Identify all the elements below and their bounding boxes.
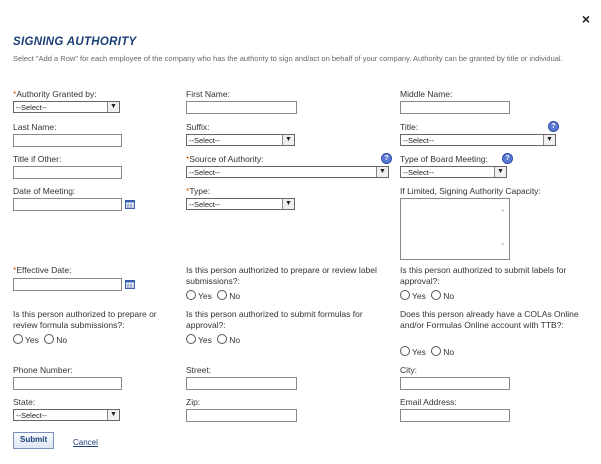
instructions-text: Select "Add a Row" for each employee of the company who has the authority to sign and/act on behalf of your company. Authority can be granted by title or individual. [13,54,563,63]
no-radio[interactable] [217,334,227,344]
no-radio[interactable] [431,346,441,356]
type-label: *Type: [186,186,211,196]
calendar-icon[interactable] [125,279,135,289]
middle-name-label: Middle Name: [400,89,453,99]
first-name-label: First Name: [186,89,230,99]
zip-label: Zip: [186,397,201,407]
street-input[interactable] [186,377,297,390]
no-label: No [56,335,68,345]
city-input[interactable] [400,377,510,390]
type-of-board-meeting-select[interactable]: --Select-- ▼ [400,166,507,178]
title-if-other-input[interactable] [13,166,122,179]
type-of-board-meeting-label: Type of Board Meeting: [400,154,488,164]
yes-label: Yes [25,335,39,345]
yes-radio[interactable] [186,290,196,300]
close-icon[interactable]: × [581,11,590,27]
yes-radio[interactable] [186,334,196,344]
q-colas-account-radio-group [400,346,454,357]
date-of-meeting-input[interactable] [13,198,122,211]
no-label: No [443,347,455,357]
chevron-down-icon: ▼ [376,167,388,177]
chevron-down-icon: ▼ [282,199,294,209]
city-label: City: [400,365,417,375]
scroll-down-icon[interactable]: ⌄ [500,240,506,247]
source-of-authority-select[interactable]: --Select-- ▼ [186,166,389,178]
chevron-down-icon: ▼ [282,135,294,145]
yes-label: Yes [198,291,212,301]
q-formula-submissions-radio-group [13,334,67,345]
yes-radio[interactable] [13,334,23,344]
chevron-down-icon: ▼ [543,135,555,145]
phone-number-label: Phone Number: [13,365,73,375]
q-submit-formulas-label: Is this person authorized to submit formulas for approval?: [186,309,363,330]
q-colas-account-label: Does this person already have a COLAs Online and/or Formulas Online account with TTB?: [400,309,579,330]
required-marker: * [13,265,17,275]
dialog-title: SIGNING AUTHORITY [13,36,137,48]
q-submit-labels-label: Is this person authorized to submit labels for approval?: [400,265,567,286]
scroll-up-icon[interactable]: ⌃ [500,210,506,217]
date-of-meeting-label: Date of Meeting: [13,186,76,196]
middle-name-input[interactable] [400,101,510,114]
help-icon[interactable]: ? [381,153,392,164]
q-label-submissions-radio-group [186,290,240,301]
yes-label: Yes [412,291,426,301]
authority-granted-by-select[interactable]: --Select-- ▼ [13,101,120,113]
effective-date-label: *Effective Date: [13,265,72,275]
scrollbar[interactable] [499,199,509,259]
signing-authority-capacity-textarea[interactable] [400,198,510,260]
authority-granted-by-label: *Authority Granted by: [13,89,97,99]
submit-button[interactable]: Submit [13,432,54,449]
suffix-label: Suffix: [186,122,210,132]
title-if-other-label: Title if Other: [13,154,62,164]
last-name-input[interactable] [13,134,122,147]
q-label-submissions-label: Is this person authorized to prepare or review label submissions?: [186,265,377,286]
state-label: State: [13,397,36,407]
chevron-down-icon: ▼ [107,102,119,112]
chevron-down-icon: ▼ [494,167,506,177]
no-label: No [443,291,455,301]
yes-label: Yes [198,335,212,345]
email-address-input[interactable] [400,409,510,422]
last-name-label: Last Name: [13,122,57,132]
state-select[interactable]: --Select-- ▼ [13,409,120,421]
help-icon[interactable]: ? [502,153,513,164]
cancel-link[interactable]: Cancel [73,438,98,447]
required-marker: * [186,186,190,196]
title-label: Title: [400,122,419,132]
no-label: No [229,335,241,345]
if-limited-label: If Limited, Signing Authority Capacity: [400,186,541,196]
required-marker: * [186,154,190,164]
help-icon[interactable]: ? [548,121,559,132]
q-formula-submissions-label: Is this person authorized to prepare or review formula submissions?: [13,309,157,330]
source-of-authority-label: *Source of Authority: [186,154,264,164]
email-address-label: Email Address: [400,397,457,407]
yes-label: Yes [412,347,426,357]
title-select[interactable]: --Select-- ▼ [400,134,556,146]
yes-radio[interactable] [400,290,410,300]
zip-input[interactable] [186,409,297,422]
calendar-icon[interactable] [125,199,135,209]
type-select[interactable]: --Select-- ▼ [186,198,295,210]
q-submit-formulas-radio-group [186,334,240,345]
street-label: Street: [186,365,212,375]
no-radio[interactable] [44,334,54,344]
no-radio[interactable] [217,290,227,300]
required-marker: * [13,89,17,99]
q-submit-labels-radio-group [400,290,454,301]
suffix-select[interactable]: --Select-- ▼ [186,134,295,146]
effective-date-input[interactable] [13,278,122,291]
phone-number-input[interactable] [13,377,122,390]
no-label: No [229,291,241,301]
yes-radio[interactable] [400,346,410,356]
chevron-down-icon: ▼ [107,410,119,420]
first-name-input[interactable] [186,101,297,114]
no-radio[interactable] [431,290,441,300]
